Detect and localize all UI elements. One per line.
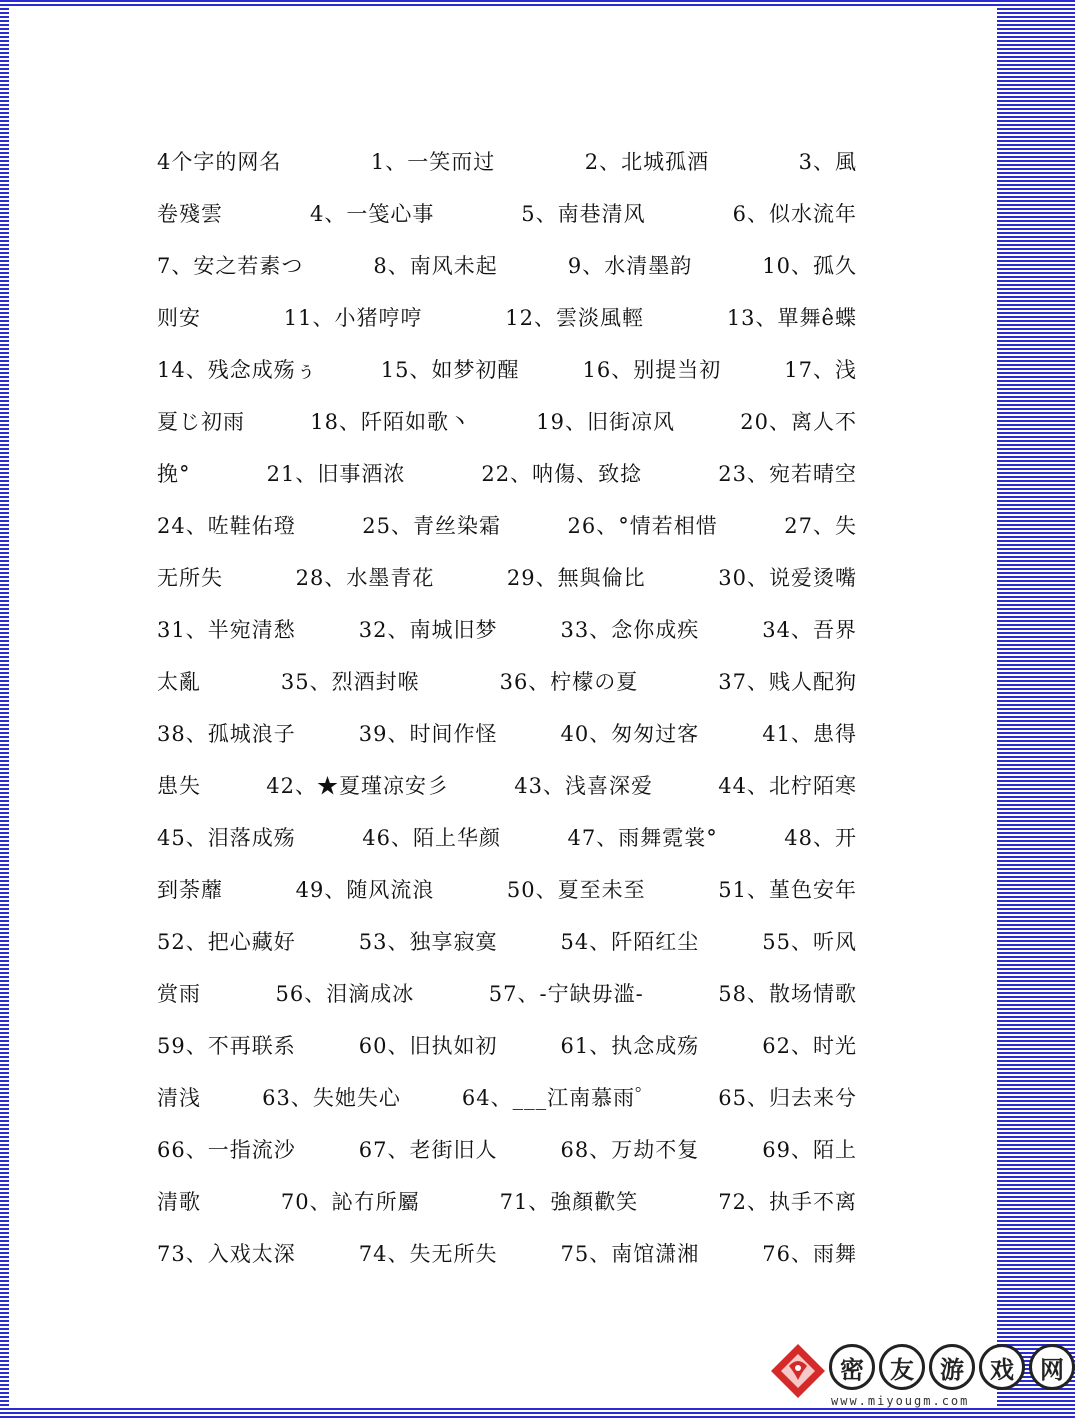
text-line — [157, 864, 857, 916]
text-segment: 29、無與倫比 — [506, 566, 646, 590]
text-segment: 47、雨舞霓裳° — [567, 826, 718, 850]
text-segment: 76、雨舞 — [762, 1242, 857, 1266]
text-segment: 60、旧执如初 — [358, 1034, 498, 1058]
text-line — [157, 552, 857, 604]
text-segment: 1、一笑而过 — [370, 150, 496, 174]
text-segment: 51、堇色安年 — [718, 878, 857, 902]
logo-text — [829, 1344, 1075, 1390]
text-line — [157, 344, 857, 396]
text-segment: 45、泪落成殇 — [157, 826, 296, 850]
text-segment: 32、南城旧梦 — [358, 618, 498, 642]
text-segment: 9、水清墨韵 — [567, 254, 693, 278]
text-segment: 清浅 — [157, 1086, 201, 1110]
text-segment: 68、万劫不复 — [560, 1138, 700, 1162]
text-segment: 20、离人不 — [740, 410, 857, 434]
text-line — [157, 500, 857, 552]
text-segment: 72、执手不离 — [718, 1190, 857, 1214]
text-segment: 33、念你成疾 — [560, 618, 700, 642]
logo-url: www.miyougm.com — [831, 1394, 970, 1408]
text-segment: 17、浅 — [784, 358, 857, 382]
text-segment: 16、别提当初 — [582, 358, 722, 382]
text-segment: 27、失 — [784, 514, 857, 538]
text-segment: 15、如梦初醒 — [380, 358, 520, 382]
text-segment: 57、-宁缺毋滥- — [488, 982, 644, 1006]
text-segment: 13、單舞ê蝶 — [726, 306, 857, 330]
logo-mark-icon — [769, 1342, 827, 1400]
text-segment: 12、雲淡風輕 — [505, 306, 645, 330]
text-segment: 37、贱人配狗 — [718, 670, 857, 694]
text-line — [157, 188, 857, 240]
text-line — [157, 136, 857, 188]
text-segment: 69、陌上 — [762, 1138, 857, 1162]
text-segment: 30、说爱烫嘴 — [718, 566, 857, 590]
text-segment: 24、咗鞋佑璒 — [157, 514, 296, 538]
text-line — [157, 1124, 857, 1176]
text-segment: 54、阡陌红尘 — [560, 930, 700, 954]
text-segment: 64、___江南慕雨゜ — [461, 1086, 658, 1110]
text-segment: 18、阡陌如歌丶 — [310, 410, 471, 434]
text-segment: 4、一笺心事 — [309, 202, 435, 226]
text-segment: 46、陌上华颜 — [362, 826, 501, 850]
text-segment: 28、水墨青花 — [295, 566, 435, 590]
text-line — [157, 604, 857, 656]
text-segment: 56、泪滴成冰 — [275, 982, 415, 1006]
text-segment: 卷殘雲 — [157, 202, 223, 226]
text-segment: 无所失 — [157, 566, 223, 590]
text-segment: 53、独享寂寞 — [358, 930, 498, 954]
text-segment: 41、患得 — [762, 722, 857, 746]
text-segment: 5、南巷清风 — [521, 202, 646, 226]
text-segment: 70、訫冇所屬 — [280, 1190, 420, 1214]
text-line — [157, 1176, 857, 1228]
text-segment: 61、执念成殇 — [560, 1034, 700, 1058]
text-segment: 52、把心藏好 — [157, 930, 296, 954]
text-segment: 50、夏至未至 — [506, 878, 646, 902]
logo-char: 友 — [879, 1344, 925, 1390]
text-segment: 赏雨 — [157, 982, 201, 1006]
text-segment: 10、孤久 — [762, 254, 857, 278]
text-segment: 23、宛若晴空 — [718, 462, 857, 486]
text-segment: 19、旧街凉风 — [536, 410, 675, 434]
document-page — [9, 8, 1064, 1408]
logo-char: 密 — [829, 1344, 875, 1390]
text-segment: 55、听风 — [762, 930, 857, 954]
text-segment: 48、开 — [784, 826, 857, 850]
text-segment: 35、烈酒封喉 — [280, 670, 420, 694]
watermark-logo — [769, 1338, 1064, 1418]
document-text — [157, 136, 857, 1280]
text-segment: 73、入戏太深 — [157, 1242, 296, 1266]
logo-char: 网 — [1029, 1344, 1075, 1390]
text-segment: 59、不再联系 — [157, 1034, 296, 1058]
text-segment: 2、北城孤酒 — [584, 150, 710, 174]
text-line — [157, 1228, 857, 1280]
text-segment: 到荼蘼 — [157, 878, 223, 902]
text-line — [157, 760, 857, 812]
text-line — [157, 448, 857, 500]
text-segment: 4个字的网名 — [157, 150, 282, 174]
text-segment: 6、似水流年 — [732, 202, 857, 226]
text-segment: 67、老街旧人 — [358, 1138, 498, 1162]
text-line — [157, 292, 857, 344]
text-segment: 40、匆匆过客 — [560, 722, 700, 746]
text-segment: 31、半宛清愁 — [157, 618, 296, 642]
text-segment: 74、失无所失 — [358, 1242, 498, 1266]
text-segment: 22、呐傷、致捻 — [481, 462, 643, 486]
text-segment: 43、浅喜深爱 — [514, 774, 653, 798]
text-segment: 8、南风未起 — [373, 254, 498, 278]
text-segment: 14、残念成殇ぅ — [157, 358, 318, 382]
text-segment: 26、°情若相惜 — [567, 514, 718, 538]
text-segment: 39、时间作怪 — [358, 722, 498, 746]
text-segment: 36、柠檬の夏 — [499, 670, 639, 694]
text-segment: 71、強顏歡笑 — [499, 1190, 639, 1214]
text-segment: 11、小猪哼哼 — [283, 306, 423, 330]
text-segment: 患失 — [157, 774, 201, 798]
text-segment: 42、★夏瑾凉安彡 — [266, 774, 449, 798]
text-segment: 65、归去来兮 — [718, 1086, 857, 1110]
text-segment: 3、風 — [798, 150, 857, 174]
text-line — [157, 240, 857, 292]
text-segment: 75、南馆潇湘 — [560, 1242, 700, 1266]
text-line — [157, 708, 857, 760]
text-segment: 21、旧事酒浓 — [266, 462, 406, 486]
text-segment: 挽° — [157, 462, 191, 486]
text-segment: 夏じ初雨 — [157, 410, 245, 434]
text-segment: 清歌 — [157, 1190, 201, 1214]
text-segment: 44、北柠陌寒 — [718, 774, 857, 798]
text-segment: 62、时光 — [762, 1034, 857, 1058]
logo-char: 戏 — [979, 1344, 1025, 1390]
text-line — [157, 812, 857, 864]
logo-char: 游 — [929, 1344, 975, 1390]
text-line — [157, 968, 857, 1020]
text-segment: 太亂 — [157, 670, 201, 694]
text-segment: 58、散场情歌 — [718, 982, 857, 1006]
text-segment: 25、青丝染霜 — [362, 514, 501, 538]
text-segment: 49、随风流浪 — [295, 878, 435, 902]
text-segment: 34、吾界 — [762, 618, 857, 642]
text-segment: 38、孤城浪子 — [157, 722, 296, 746]
text-segment: 63、失她失心 — [262, 1086, 401, 1110]
text-line — [157, 916, 857, 968]
text-line — [157, 656, 857, 708]
text-segment: 7、安之若素つ — [157, 254, 304, 278]
text-segment: 则安 — [157, 306, 201, 330]
text-line — [157, 1072, 857, 1124]
text-line — [157, 396, 857, 448]
text-segment: 66、一指流沙 — [157, 1138, 296, 1162]
text-line — [157, 1020, 857, 1072]
